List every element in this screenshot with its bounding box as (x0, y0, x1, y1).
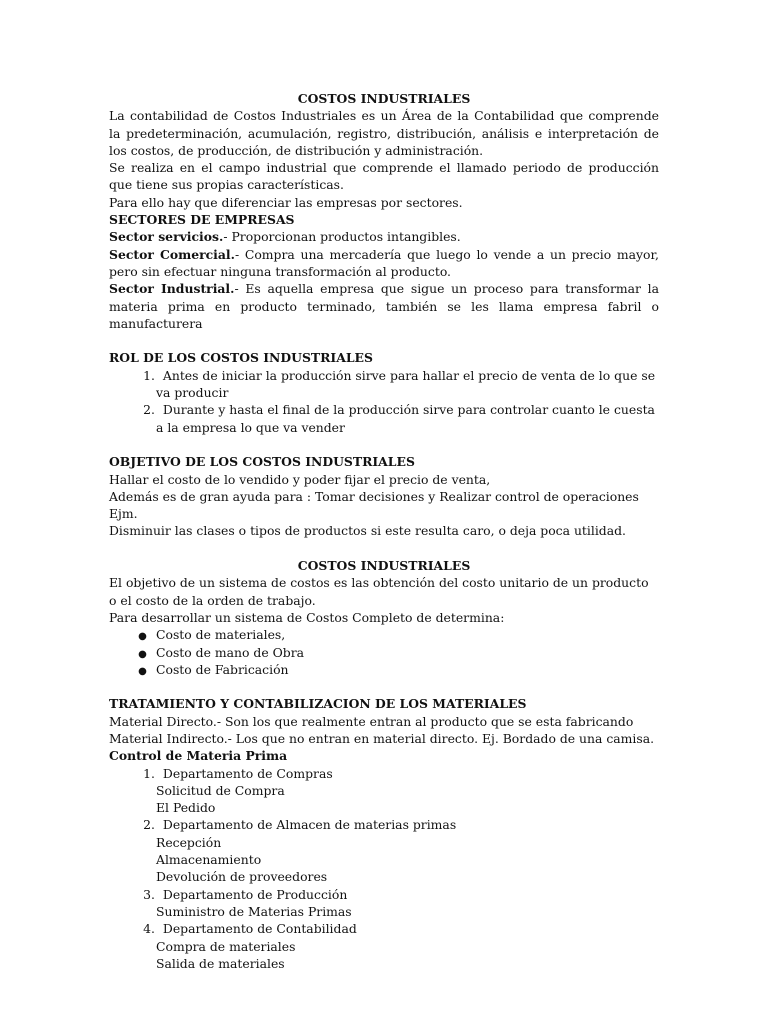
rol-item-cont: a la empresa lo que va vender (156, 419, 345, 435)
heading-control-materia-prima: Control de Materia Prima (109, 748, 288, 764)
sector-comercial-label: Sector Comercial. (109, 246, 235, 262)
rol-item-cont: va producir (156, 385, 229, 401)
bullet-dot-icon: ● (138, 631, 147, 643)
sector-industrial-cont: materia prima en producto terminado, también se les llama empresa fabril o (109, 298, 659, 314)
intro-line: Para ello hay que diferenciar las empresas por sectores. (109, 194, 463, 210)
rol-item (109, 401, 659, 418)
departamento-sub: Recepción (156, 834, 222, 850)
departamento-sub: Compra de materiales (156, 938, 296, 954)
departamento-sub: Salida de materiales (156, 955, 285, 971)
bullet-dot-icon: ● (138, 665, 147, 677)
departamento-title: Departamento de Producción (162, 886, 348, 902)
sector-servicios-label: Sector servicios. (109, 229, 224, 245)
list-number: 4. (143, 921, 155, 937)
sector-industrial-cont: manufacturera (109, 315, 203, 331)
intro-line: Se realiza en el campo industrial que comprende el llamado periodo de producción (109, 160, 659, 176)
objetivo-line: Ejm. (109, 506, 138, 522)
bullet-text: Costo de Fabricación (156, 661, 289, 677)
list-number: 2. (143, 817, 155, 833)
bullet-item (109, 626, 659, 643)
bullet-text: Costo de materiales, (156, 627, 286, 643)
sector-industrial-text: - Es aquella empresa que sigue un proceso para transformar la (234, 281, 659, 297)
bullet-text: Costo de mano de Obra (156, 644, 304, 660)
list-number: 2. (143, 402, 155, 418)
heading-tratamiento: TRATAMIENTO Y CONTABILIZACION DE LOS MATERIALES (109, 696, 527, 712)
sistema-line: o el costo de la orden de trabajo. (109, 592, 316, 608)
departamento-item (109, 886, 659, 903)
document-page (109, 90, 659, 972)
objetivo-line: Hallar el costo de lo vendido y poder fijar el precio de venta, (109, 471, 491, 487)
sistema-line: El objetivo de un sistema de costos es las obtención del costo unitario de un producto (109, 575, 649, 591)
departamento-title: Departamento de Compras (162, 765, 333, 781)
sector-comercial-cont: pero sin efectuar ninguna transformación al producto. (109, 263, 451, 279)
sector-servicios-text: - Proporcionan productos intangibles. (223, 229, 461, 245)
bullet-item (109, 644, 659, 661)
rol-item-text: Antes de iniciar la producción sirve para hallar el precio de venta de lo que se (162, 367, 656, 383)
departamento-item (109, 765, 659, 782)
departamento-item (109, 816, 659, 833)
bullet-dot-icon: ● (138, 648, 147, 660)
sector-industrial (109, 280, 659, 297)
bullet-item (109, 661, 659, 678)
list-number: 1. (143, 765, 155, 781)
heading-sectores: SECTORES DE EMPRESAS (109, 212, 295, 228)
intro-line: la predeterminación, acumulación, registro, distribución, análisis e interpretación de (109, 125, 659, 141)
departamento-sub: Suministro de Materias Primas (156, 903, 352, 919)
objetivo-line: Disminuir las clases o tipos de productos si este resulta caro, o deja poca utilidad. (109, 523, 626, 539)
departamento-title: Departamento de Contabilidad (162, 921, 357, 937)
heading-objetivo: OBJETIVO DE LOS COSTOS INDUSTRIALES (109, 454, 415, 470)
rol-item-text: Durante y hasta el final de la producción sirve para controlar cuanto le cuesta (162, 402, 655, 418)
title-costos-industriales: COSTOS INDUSTRIALES (297, 91, 471, 106)
list-number: 1. (143, 367, 155, 383)
departamento-sub: Almacenamiento (156, 852, 262, 868)
intro-line: los costos, de producción, de distribución y administración. (109, 142, 484, 158)
departamento-sub: Devolución de proveedores (156, 869, 328, 885)
material-line: Material Indirecto.- Los que no entran en material directo. Ej. Bordado de una camisa. (109, 730, 655, 746)
sector-industrial-label: Sector Industrial. (109, 281, 235, 297)
sector-comercial (109, 246, 659, 263)
sector-servicios (109, 228, 659, 245)
departamento-sub: El Pedido (156, 800, 216, 816)
list-number: 3. (143, 886, 155, 902)
heading-rol: ROL DE LOS COSTOS INDUSTRIALES (109, 350, 373, 366)
departamento-item (109, 920, 659, 937)
departamento-sub: Solicitud de Compra (156, 782, 285, 798)
title-costos-industriales-2: COSTOS INDUSTRIALES (297, 558, 471, 574)
intro-line: que tiene sus propias características. (109, 177, 344, 193)
intro-line: La contabilidad de Costos Industriales es un Área de la Contabilidad que comprende (109, 108, 659, 124)
objetivo-line: Además es de gran ayuda para : Tomar decisiones y Realizar control de operaciones (109, 488, 639, 504)
departamento-title: Departamento de Almacen de materias primas (162, 817, 457, 833)
rol-item (109, 367, 659, 384)
material-line: Material Directo.- Son los que realmente entran al producto que se esta fabricando (109, 713, 634, 729)
sistema-line: Para desarrollar un sistema de Costos Completo de determina: (109, 609, 505, 625)
sector-comercial-text: - Compra una mercadería que luego lo vende a un precio mayor, (234, 246, 659, 262)
